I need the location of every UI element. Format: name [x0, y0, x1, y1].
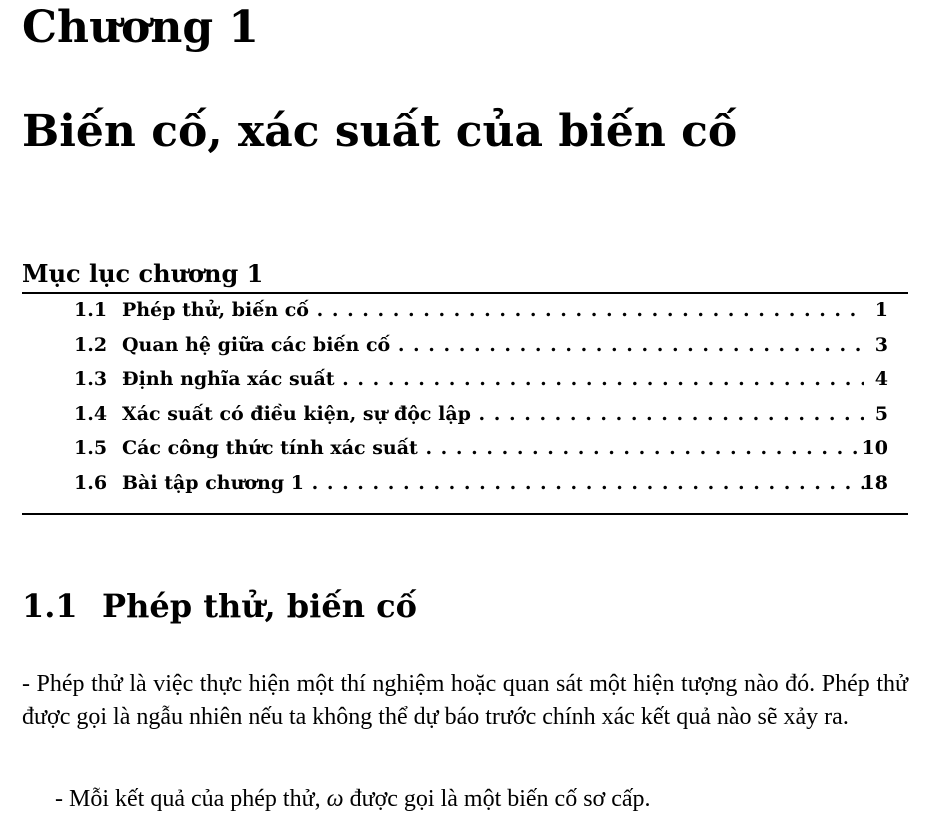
toc-item-page[interactable]: 1 [874, 299, 888, 321]
toc-item-page[interactable]: 4 [874, 368, 888, 390]
toc-item-number: 1.2 [74, 333, 108, 356]
toc-item-title[interactable]: Các công thức tính xác suất . . . [122, 434, 864, 462]
toc-item-page[interactable]: 18 [861, 471, 888, 494]
chapter-label: Chương 1 [22, 2, 260, 53]
toc-item-1-1[interactable] [22, 296, 908, 331]
toc-item-page[interactable]: 5 [874, 402, 888, 425]
toc-item-1-6[interactable] [22, 469, 908, 504]
toc-bottom-rule [22, 513, 908, 515]
toc-item-number: 1.5 [74, 437, 108, 459]
section-title: Phép thử, biến cố [102, 587, 417, 625]
toc-item-title[interactable]: Định nghĩa xác suất . . . [122, 365, 864, 393]
omega-symbol: ω [326, 786, 344, 812]
paragraph-text-before: - Mỗi kết quả của phép thử, [55, 786, 327, 812]
toc-top-rule [22, 292, 908, 294]
toc-item-number: 1.3 [74, 368, 108, 390]
toc-heading: Mục lục chương 1 [22, 259, 264, 288]
toc-item-1-5[interactable] [22, 434, 908, 469]
paragraph-text-after: được gọi là một biến cố sơ cấp. [343, 786, 651, 812]
toc-item-1-4[interactable] [22, 400, 908, 435]
toc-item-1-2[interactable] [22, 331, 908, 366]
toc-item-title[interactable]: Bài tập chương 1 . . . [122, 469, 864, 497]
toc-item-number: 1.1 [74, 299, 108, 321]
toc-item-number: 1.4 [74, 402, 108, 425]
chapter-title: Biến cố, xác suất của biến cố [22, 106, 738, 157]
body-paragraph-1: - Phép thử là việc thực hiện một thí nghiệm hoặc quan sát một hiện tượng nào đó. Phép thử được gọi là ngẫu nhiên nếu ta không thể dự báo trước chính xác kết quả nào sẽ xảy ra. [22, 671, 908, 730]
toc-item-1-3[interactable] [22, 365, 908, 400]
toc-item-number: 1.6 [74, 471, 108, 494]
section-number: 1.1 [22, 587, 78, 625]
toc-item-title[interactable]: Phép thử, biến cố . . . [122, 296, 864, 324]
toc-item-page[interactable]: 3 [874, 333, 888, 356]
toc-item-title[interactable]: Quan hệ giữa các biến cố . . . [122, 331, 864, 359]
toc-item-page[interactable]: 10 [861, 437, 888, 459]
section-heading [22, 586, 417, 626]
toc-item-title[interactable]: Xác suất có điều kiện, sự độc lập . . . [122, 400, 864, 428]
body-paragraph-2 [55, 783, 908, 816]
toc-list [22, 296, 908, 503]
